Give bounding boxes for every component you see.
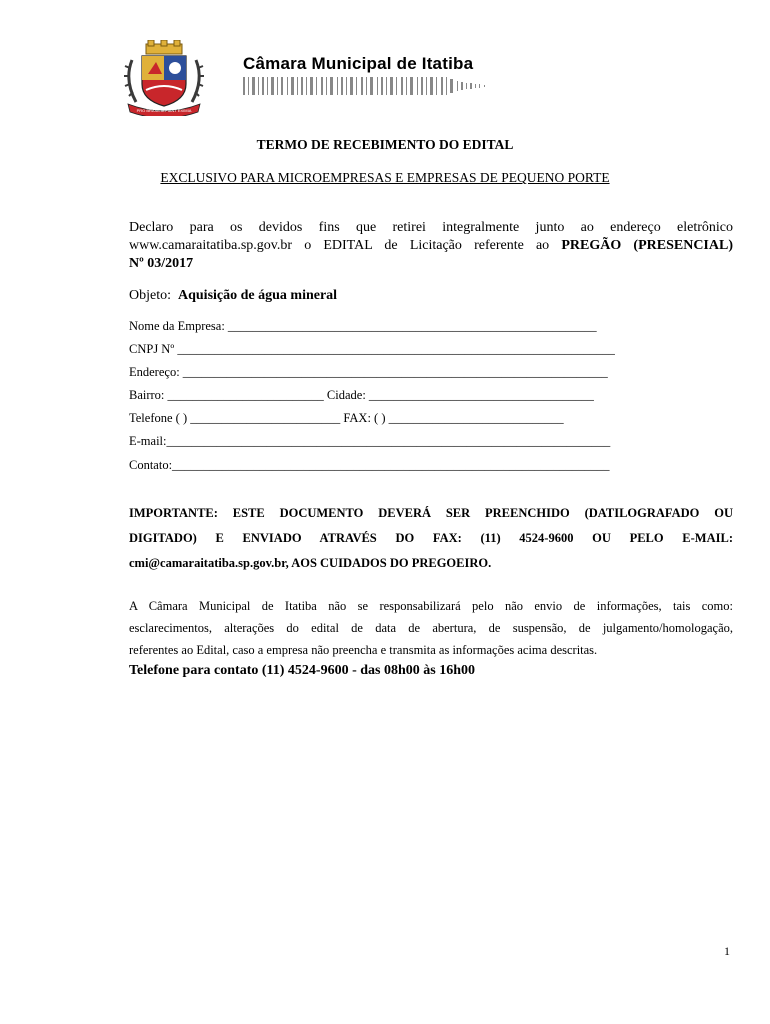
document-subtitle: EXCLUSIVO PARA MICROEMPRESAS E EMPRESAS DE PEQUENO PORTE xyxy=(160,170,610,185)
important-line-1: IMPORTANTE: ESTE DOCUMENTO DEVERÁ SER PREENCHIDO (DATILOGRAFADO OU xyxy=(129,506,733,520)
contact-field[interactable]: Contato:______________________________________________________________________ xyxy=(129,458,610,472)
objeto-label: Objeto: xyxy=(129,288,171,303)
coat-of-arms-logo xyxy=(122,40,206,116)
objeto-line xyxy=(129,288,337,304)
disclaimer-paragraph xyxy=(129,595,733,661)
important-notice xyxy=(129,501,733,576)
disclaimer-line-1: A Câmara Municipal de Itatiba não se responsabilizará pelo não envio de informações, tais como: xyxy=(129,599,733,613)
declaration-line-1: Declaro para os devidos fins que retirei integralmente junto ao endereço eletrônico xyxy=(129,220,733,235)
document-title: TERMO DE RECEBIMENTO DO EDITAL xyxy=(256,137,514,152)
contact-phone-line: Telefone para contato (11) 4524-9600 - das 08h00 às 16h00 xyxy=(129,663,475,678)
company-name-field[interactable]: Nome da Empresa: ___________________________________________________________ xyxy=(129,319,597,333)
declaration-paragraph xyxy=(129,219,733,273)
pregao-number: Nº 03/2017 xyxy=(129,256,194,271)
important-line-3: cmi@camaraitatiba.sp.gov.br, AOS CUIDADOS DO PREGOEIRO. xyxy=(129,556,492,570)
decorative-barcode xyxy=(243,75,501,97)
address-field[interactable]: Endereço: ____________________________________________________________________ xyxy=(129,365,608,379)
organization-name: Câmara Municipal de Itatiba xyxy=(243,54,474,73)
page-number: 1 xyxy=(724,944,730,958)
declaration-line-2-text: www.camaraitatiba.sp.gov.br o EDITAL de Licitação referente ao xyxy=(129,238,550,253)
declaration-line-2 xyxy=(129,237,733,255)
disclaimer-line-2: esclarecimentos, alterações do edital de data de abertura, de suspensão, de julgamento/homologação, xyxy=(129,621,733,635)
important-line-2: DIGITADO) E ENVIADO ATRAVÉS DO FAX: (11) 4524-9600 OU PELO E-MAIL: xyxy=(129,531,733,545)
phone-fax-field[interactable]: Telefone ( ) ________________________ FAX: ( ) ____________________________ xyxy=(129,411,564,425)
disclaimer-line-3: referentes ao Edital, caso a empresa não preencha e transmita as informações acima descritas. xyxy=(129,643,598,657)
cnpj-field[interactable]: CNPJ Nº ______________________________________________________________________ xyxy=(129,342,615,356)
email-field[interactable]: E-mail:_______________________________________________________________________ xyxy=(129,434,611,448)
pregao-label: PREGÃO (PRESENCIAL) xyxy=(561,238,733,253)
seal-banner-text: PRO BRASILIA FIANT EXIMIA xyxy=(136,108,192,113)
objeto-value: Aquisição de água mineral xyxy=(178,288,338,303)
district-city-field[interactable]: Bairro: _________________________ Cidade: ____________________________________ xyxy=(129,388,594,402)
